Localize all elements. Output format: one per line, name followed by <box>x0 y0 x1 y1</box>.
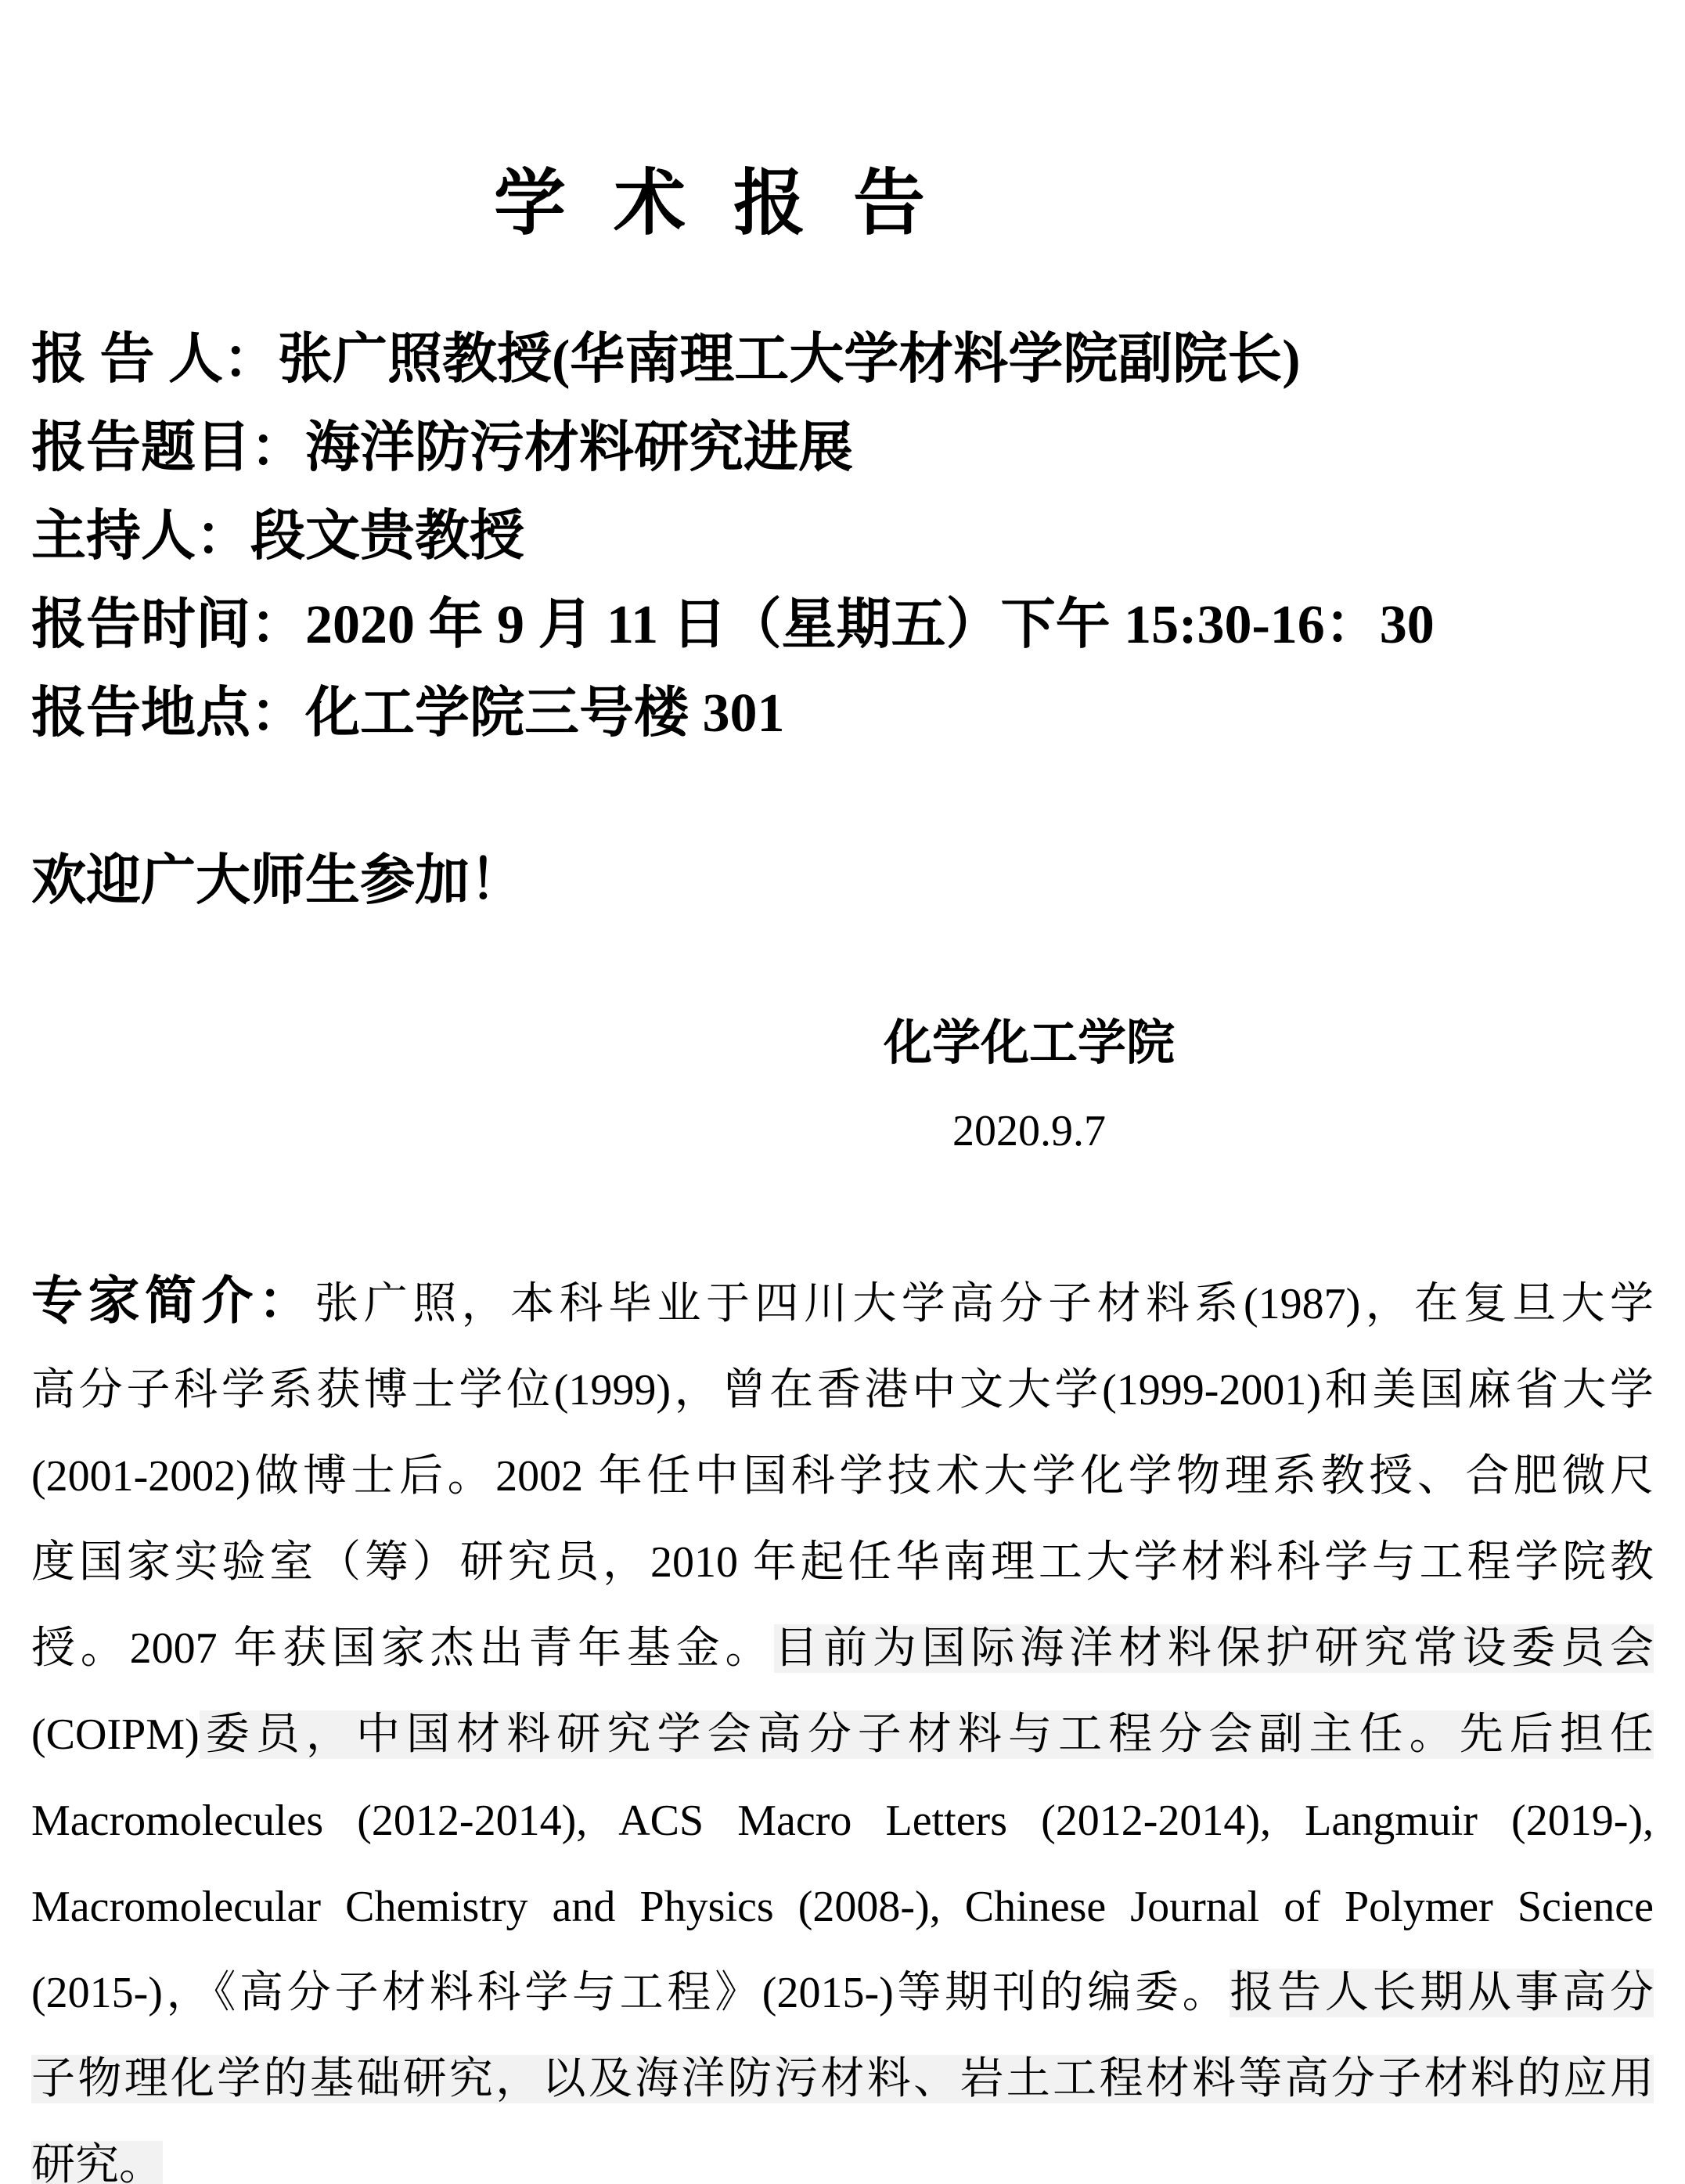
bio-line-9 <box>31 1950 1654 2036</box>
signature-block <box>501 1008 1557 1166</box>
bio-line-4: 度国家实验室（筹）研究员，2010 年起任华南理工大学材料科学与工程学院教 <box>31 1538 1654 1588</box>
bio-line-8: Macromolecular Chemistry and Physics (2008-), Chinese Journal of Polymer Science <box>31 1883 1654 1932</box>
bio-line-11 <box>31 2122 1654 2184</box>
bio-text: 张广照，本科毕业于四川大学高分子材料系(1987)，在复旦大学 <box>315 1280 1654 1329</box>
info-line-time: 报告时间：2020 年 9 月 11 日（星期五）下午 15:30-16：30 <box>31 595 1435 656</box>
bio-text-highlighted: 目前为国际海洋材料保护研究常设委员会 <box>774 1624 1654 1674</box>
bio-line-2: 高分子科学系获博士学位(1999)，曾在香港中文大学(1999-2001)和美国麻省大学 <box>31 1366 1654 1415</box>
expert-bio-section <box>31 1259 1654 2184</box>
welcome-message: 欢迎广大师生参加！ <box>31 851 524 912</box>
signature-date: 2020.9.7 <box>952 1107 1106 1156</box>
info-line-host: 主持人：段文贵教授 <box>31 506 524 568</box>
bio-line-5 <box>31 1606 1654 1692</box>
bio-label: 专家简介： <box>31 1273 315 1331</box>
info-line-speaker: 报 告 人：张广照教授(华南理工大学材料学院副院长) <box>31 330 1301 391</box>
bio-text-highlighted: 研究。 <box>31 2141 163 2184</box>
bio-line-1 <box>31 1259 1654 1347</box>
bio-line-10 <box>31 2036 1654 2122</box>
signature-organization: 化学化工学院 <box>883 1017 1175 1071</box>
report-info-section <box>31 315 1654 758</box>
bio-line-3: (2001-2002)做博士后。2002 年任中国科学技术大学化学物理系教授、合肥微尺 <box>31 1452 1654 1501</box>
bio-line-6 <box>31 1692 1654 1778</box>
bio-text: 授。2007 年获国家杰出青年基金。 <box>31 1624 775 1674</box>
bio-text-highlighted: 报告人长期从事高分 <box>1230 1969 1654 2018</box>
bio-text-highlighted: 子物理化学的基础研究，以及海洋防污材料、岩土工程材料等高分子材料的应用 <box>31 2055 1654 2104</box>
document-title: 学 术 报 告 <box>493 164 933 243</box>
info-line-topic: 报告题目：海洋防污材料研究进展 <box>31 418 853 479</box>
bio-line-7: Macromolecules (2012-2014), ACS Macro Letters (2012-2014), Langmuir (2019-), <box>31 1797 1654 1846</box>
bio-text-highlighted: 委员，中国材料研究学会高分子材料与工程分会副主任。先后担任 <box>199 1710 1654 1760</box>
info-line-location: 报告地点：化工学院三号楼 301 <box>31 683 785 744</box>
bio-text: (COIPM) <box>31 1710 200 1760</box>
bio-text: (2015-)，《高分子材料科学与工程》(2015-)等期刊的编委。 <box>31 1969 1230 2018</box>
